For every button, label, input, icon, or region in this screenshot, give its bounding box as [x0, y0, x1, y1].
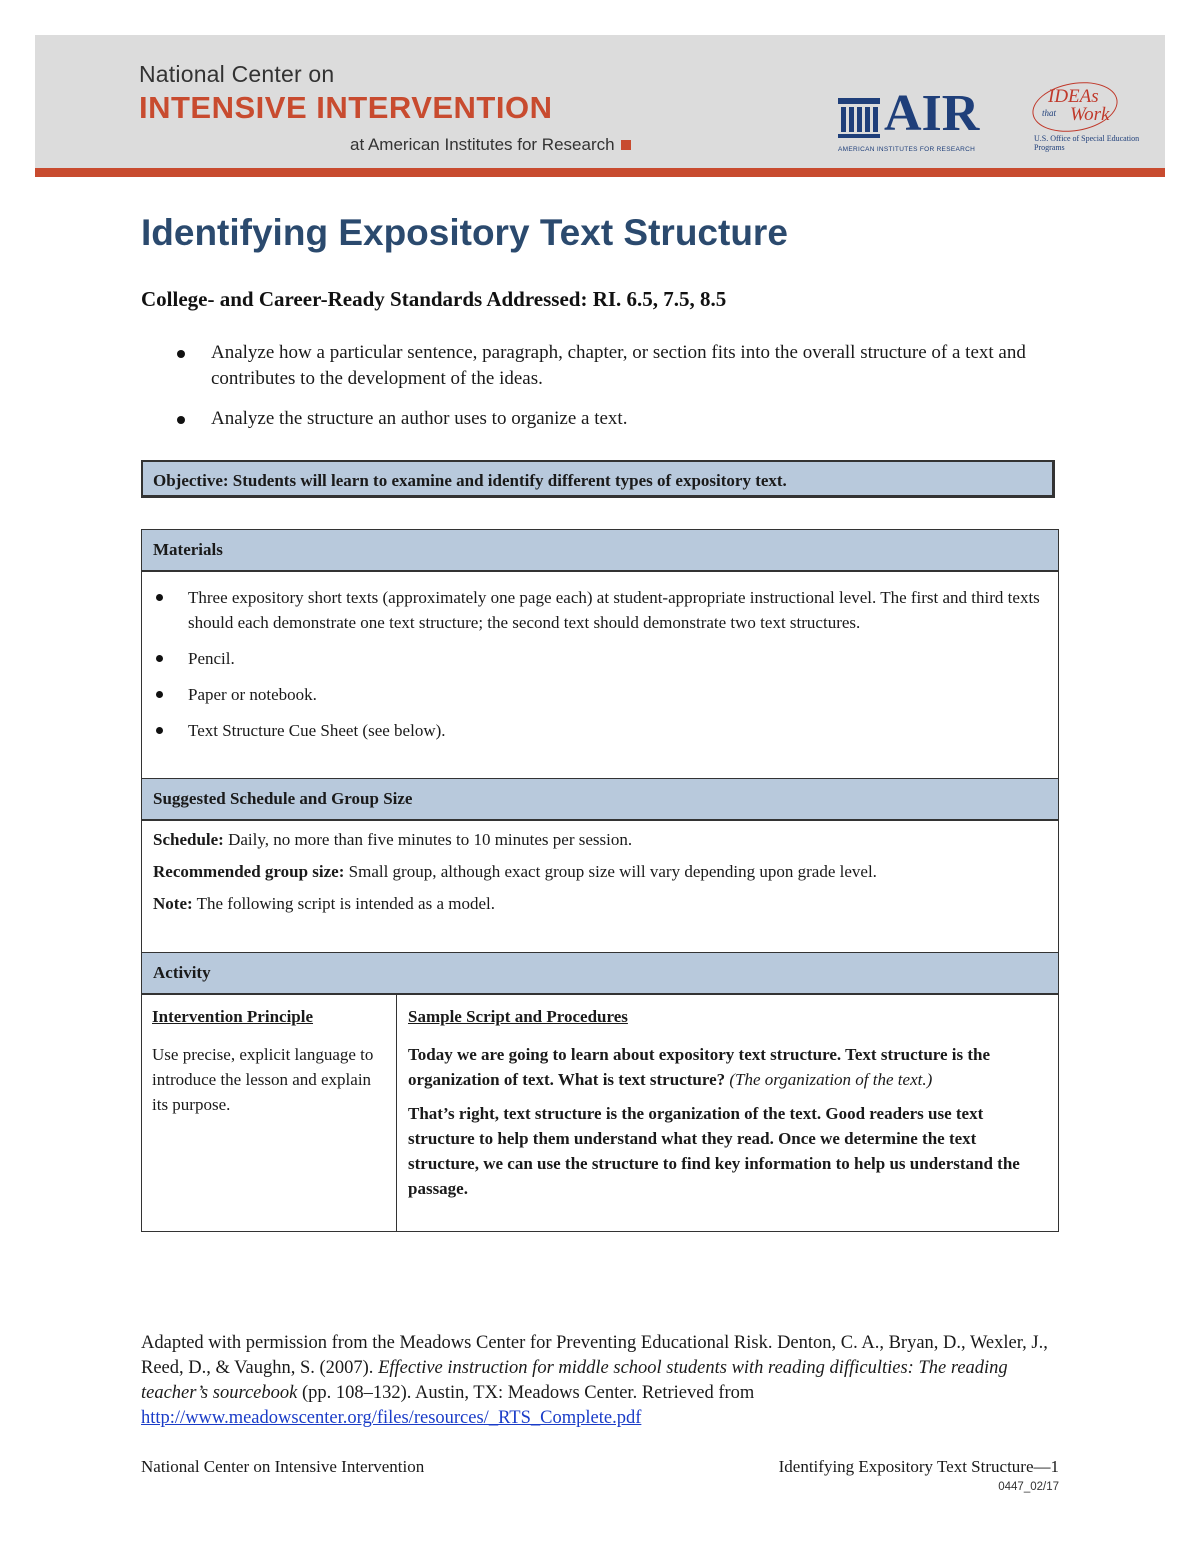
schedule-text: Daily, no more than five minutes to 10 minutes per session. — [223, 830, 633, 849]
nci-logo-line1: National Center on — [139, 61, 335, 87]
bullet-icon — [177, 416, 185, 424]
activity-header: Activity — [142, 953, 1058, 995]
schedule-label: Schedule: — [153, 830, 224, 849]
bullet-icon — [156, 727, 163, 734]
note-line — [142, 891, 1058, 917]
script-paragraph-1-answer: (The organization of the text.) — [729, 1070, 933, 1089]
ideas-that-work-logo — [1028, 80, 1138, 160]
citation — [141, 1331, 1061, 1431]
page-title: Identifying Expository Text Structure — [141, 212, 788, 253]
footer-right: Identifying Expository Text Structure—1 — [778, 1457, 1059, 1476]
standards-item — [141, 406, 1041, 432]
sample-script-column — [397, 995, 1058, 1231]
schedule-header: Suggested Schedule and Group Size — [142, 779, 1058, 821]
standards-item — [141, 340, 1041, 392]
intervention-principle-text: Use precise, explicit language to introduce the lesson and explain its purpose. — [152, 1045, 374, 1114]
air-logo-subtitle: AMERICAN INSTITUTES FOR RESEARCH — [838, 146, 976, 153]
schedule-section — [142, 821, 1058, 953]
sample-script-heading: Sample Script and Procedures — [408, 1007, 628, 1026]
note-label: Note: — [153, 894, 193, 913]
header-rule — [35, 168, 1165, 177]
nci-logo-line3 — [350, 135, 631, 155]
script-paragraph-1 — [408, 1042, 1047, 1092]
ideas-that: that — [1042, 108, 1057, 118]
standards-item-text: Analyze the structure an author uses to organize a text. — [211, 408, 628, 429]
citation-link[interactable]: http://www.meadowscenter.org/files/resources/_RTS_Complete.pdf — [141, 1408, 642, 1428]
materials-header: Materials — [142, 530, 1058, 572]
group-size-label: Recommended group size: — [153, 862, 345, 881]
citation-text-2: (pp. 108–132). Austin, TX: Meadows Center. Retrieved from — [297, 1383, 755, 1403]
script-paragraph-2: That’s right, text structure is the organization of the text. Good readers use text structure to help them understand what they read. Once we determine the text structure, we can use the structure to find key information to help us understand the passage. — [408, 1104, 1020, 1198]
nci-logo-line2: INTENSIVE INTERVENTION — [139, 90, 553, 125]
bullet-icon — [156, 691, 163, 698]
group-size-line — [142, 859, 1058, 885]
bullet-icon — [177, 350, 185, 358]
footer-code: 0447_02/17 — [998, 1481, 1059, 1493]
citation-text-1: Adapted with permission from the Meadows Center for Preventing Educational Risk. Denton, C. A., Bryan, D., Wexler, J., Reed, D., & Vaughn, S. (2007). — [141, 1333, 1048, 1378]
materials-list — [142, 572, 1058, 743]
air-columns-icon — [838, 98, 880, 138]
script-paragraph-1-text: Today we are going to learn about expository text structure. Text structure is the organization of text. What is text structure? — [408, 1045, 991, 1089]
ideas-work: Work — [1070, 104, 1110, 125]
materials-section — [142, 572, 1058, 779]
air-logo-text: AIR — [884, 85, 980, 142]
lesson-table — [141, 529, 1059, 1232]
nci-square-icon — [621, 140, 631, 150]
bullet-icon — [156, 655, 163, 662]
list-item — [142, 646, 1058, 671]
list-item — [142, 585, 1058, 635]
list-item — [142, 718, 1058, 743]
standards-heading: College- and Career-Ready Standards Addressed: RI. 6.5, 7.5, 8.5 — [141, 287, 727, 311]
intervention-principle-column — [142, 995, 397, 1231]
schedule-line — [142, 827, 1058, 853]
group-size-text: Small group, although exact group size will vary depending upon grade level. — [344, 862, 877, 881]
footer-left: National Center on Intensive Intervention — [141, 1457, 425, 1476]
note-text: The following script is intended as a model. — [192, 894, 495, 913]
materials-item-text: Paper or notebook. — [188, 685, 317, 704]
materials-item-text: Pencil. — [188, 649, 235, 668]
air-logo — [838, 85, 998, 160]
activity-section — [142, 995, 1058, 1231]
intervention-principle-heading: Intervention Principle — [152, 1007, 314, 1026]
standards-list — [141, 340, 1041, 446]
ideas-subtitle: U.S. Office of Special Education Programs — [1034, 134, 1140, 152]
standards-item-text: Analyze how a particular sentence, paragraph, chapter, or section fits into the overall structure of a text and contributes to the development of the ideas. — [211, 342, 1026, 389]
objective-box: Objective: Students will learn to examine and identify different types of expository text. — [141, 460, 1055, 498]
citation-book-title: Effective instruction for middle school students with reading difficulties: The reading teacher’s sourcebook — [141, 1358, 1008, 1403]
bullet-icon — [156, 594, 163, 601]
materials-item-text: Three expository short texts (approximately one page each) at student-appropriate instructional level. The first and third texts should each demonstrate one text structure; the second text should demonstrate two text structures. — [188, 588, 1040, 632]
materials-item-text: Text Structure Cue Sheet (see below). — [188, 721, 446, 740]
header-banner — [35, 35, 1165, 168]
list-item — [142, 682, 1058, 707]
nci-logo-line3-text: at American Institutes for Research — [350, 135, 615, 154]
ideas-word: IDEAs — [1048, 86, 1099, 107]
